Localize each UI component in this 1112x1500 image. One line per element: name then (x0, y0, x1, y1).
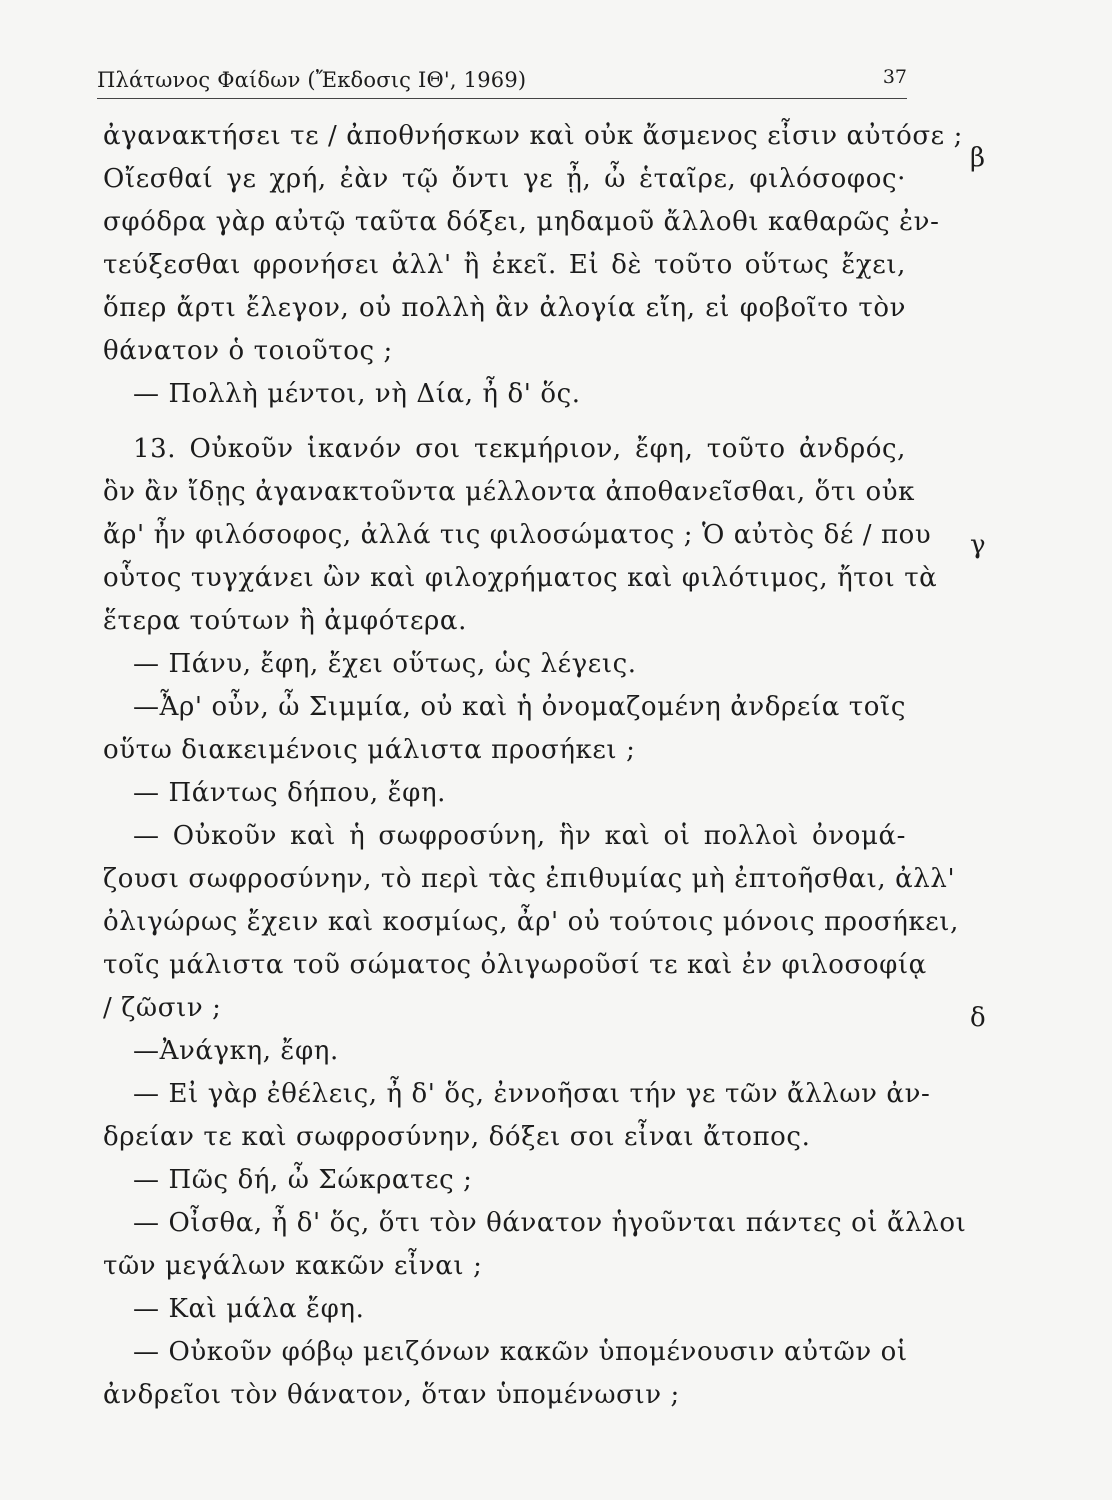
margin-section-letter: δ (970, 1003, 986, 1033)
text-line: / ζῶσιν ; (103, 993, 222, 1023)
text-line: ἀγανακτήσει τε / ἀποθνήσκων καὶ οὐκ ἄσμενος εἶσιν αὐτόσε ; (103, 121, 963, 151)
text-line: — Οὐκοῦν φόβῳ μειζόνων κακῶν ὑπομένουσιν αὐτῶν οἱ (133, 1337, 908, 1367)
text-line: οὗτος τυγχάνει ὢν καὶ φιλοχρήματος καὶ φιλότιμος, ἤτοι τὰ (103, 563, 938, 593)
text-line: τεύξεσθαι φρονήσει ἀλλ' ἢ ἐκεῖ. Εἰ δὲ τοῦτο οὕτως ἔχει, (103, 250, 906, 280)
body-text (103, 115, 967, 1417)
text-line: τῶν μεγάλων κακῶν εἶναι ; (103, 1251, 483, 1281)
text-line: ἀνδρεῖοι τὸν θάνατον, ὅταν ὑπομένωσιν ; (103, 1380, 680, 1410)
text-line: Οἴεσθαί γε χρή, ἐὰν τῷ ὄντι γε ᾖ, ὦ ἑταῖρε, φιλόσοφος· (103, 164, 906, 194)
text-line: σφόδρα γὰρ αὐτῷ ταῦτα δόξει, μηδαμοῦ ἄλλοθι καθαρῶς ἐν- (103, 207, 940, 237)
text-line: —Ἀνάγκη, ἔφη. (133, 1036, 339, 1066)
text-line: — Πάνυ, ἔφη, ἔχει οὕτως, ὡς λέγεις. (133, 649, 637, 679)
margin-section-letter: β (970, 143, 986, 173)
text-line: — Πῶς δή, ὦ Σώκρατες ; (133, 1165, 473, 1195)
text-line: — Οὐκοῦν καὶ ἡ σωφροσύνη, ἣν καὶ οἱ πολλοὶ ὀνομά- (133, 821, 906, 851)
text-line: τοῖς μάλιστα τοῦ σώματος ὀλιγωροῦσί τε καὶ ἐν φιλοσοφίᾳ (103, 950, 927, 980)
margin-section-letter: γ (970, 530, 986, 560)
header-title: Πλάτωνος Φαίδων (Ἔκδοσις ΙΘ', 1969) (97, 68, 527, 92)
text-line: — Εἰ γὰρ ἐθέλεις, ἦ δ' ὅς, ἐννοῆσαι τήν γε τῶν ἄλλων ἀν- (133, 1079, 931, 1109)
running-header (97, 62, 907, 99)
text-line: —Ἆρ' οὖν, ὦ Σιμμία, οὐ καὶ ἡ ὀνομαζομένη ἀνδρεία τοῖς (133, 692, 906, 722)
text-line: — Πολλὴ μέντοι, νὴ Δία, ἦ δ' ὅς. (133, 379, 581, 409)
text-line: θάνατον ὁ τοιοῦτος ; (103, 336, 393, 366)
text-line: ὅπερ ἄρτι ἔλεγον, οὐ πολλὴ ἂν ἀλογία εἴη, εἰ φοβοῖτο τὸν (103, 293, 906, 323)
text-line: δρείαν τε καὶ σωφροσύνην, δόξει σοι εἶναι ἄτοπος. (103, 1122, 811, 1152)
text-line: — Καὶ μάλα ἔφη. (133, 1294, 365, 1324)
text-line: ἄρ' ἦν φιλόσοφος, ἀλλά τις φιλοσώματος ; Ὁ αὐτὸς δέ / που (103, 520, 932, 550)
text-line: ἕτερα τούτων ἢ ἀμφότερα. (103, 606, 467, 636)
page-number: 37 (882, 66, 907, 88)
text-line: 13. Οὐκοῦν ἱκανόν σοι τεκμήριον, ἔφη, τοῦτο ἀνδρός, (133, 434, 906, 464)
text-line: — Πάντως δήπου, ἔφη. (133, 778, 447, 808)
text-line: οὕτω διακειμένοις μάλιστα προσήκει ; (103, 735, 636, 765)
text-line: ὃν ἂν ἴδῃς ἀγανακτοῦντα μέλλοντα ἀποθανεῖσθαι, ὅτι οὐκ (103, 477, 915, 507)
text-line: ζουσι σωφροσύνην, τὸ περὶ τὰς ἐπιθυμίας μὴ ἐπτοῆσθαι, ἀλλ' (103, 864, 956, 894)
text-line: ὀλιγώρως ἔχειν καὶ κοσμίως, ἆρ' οὐ τούτοις μόνοις προσήκει, (103, 907, 959, 937)
text-line: — Οἶσθα, ἦ δ' ὅς, ὅτι τὸν θάνατον ἡγοῦνται πάντες οἱ ἄλλοι (133, 1208, 967, 1238)
